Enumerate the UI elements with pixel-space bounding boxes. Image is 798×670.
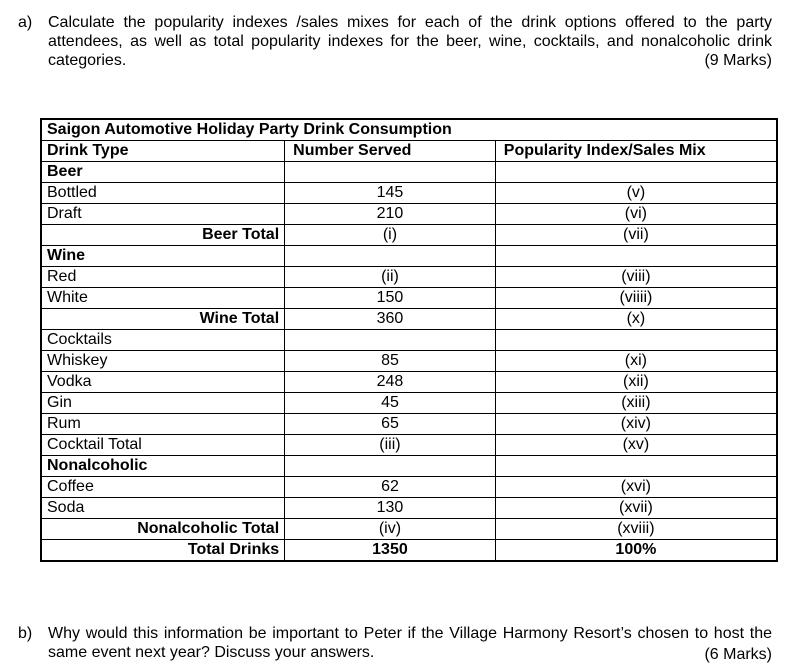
cell-index	[495, 162, 777, 183]
table-title: Saigon Automotive Holiday Party Drink Consumption	[41, 119, 777, 141]
cell-index	[495, 456, 777, 477]
cell-index: (xiv)	[495, 414, 777, 435]
table-row	[41, 267, 777, 288]
cell-served	[285, 246, 496, 267]
table-row	[41, 246, 777, 267]
cell-served: 65	[285, 414, 496, 435]
table-row	[41, 162, 777, 183]
table-row	[41, 225, 777, 246]
category-beer: Beer	[41, 162, 285, 183]
subtotal-beer: Beer Total	[41, 225, 285, 246]
cell-drink-type: Gin	[41, 393, 285, 414]
cell-index	[495, 330, 777, 351]
table-row-total	[41, 540, 777, 562]
table-row	[41, 393, 777, 414]
cell-served	[285, 162, 496, 183]
table-title-row	[41, 119, 777, 141]
table-row	[41, 498, 777, 519]
question-a-letter: a)	[18, 14, 33, 31]
category-wine: Wine	[41, 246, 285, 267]
grand-total-index: 100%	[495, 540, 777, 562]
question-b-marks: (6 Marks)	[704, 646, 772, 663]
subtotal-wine: Wine Total	[41, 309, 285, 330]
cell-served: 62	[285, 477, 496, 498]
cell-index: (xi)	[495, 351, 777, 372]
cell-drink-type: Draft	[41, 204, 285, 225]
header-drink-type: Drink Type	[41, 141, 285, 162]
cell-served: 210	[285, 204, 496, 225]
cell-index: (v)	[495, 183, 777, 204]
cell-drink-type: Rum	[41, 414, 285, 435]
header-number-served: Number Served	[285, 141, 496, 162]
cell-served: (iv)	[285, 519, 496, 540]
cell-served: 130	[285, 498, 496, 519]
cell-drink-type: Soda	[41, 498, 285, 519]
table-row	[41, 477, 777, 498]
category-nonalcoholic: Nonalcoholic	[41, 456, 285, 477]
header-popularity-index: Popularity Index/Sales Mix	[495, 141, 777, 162]
table-row	[41, 288, 777, 309]
cell-served: 45	[285, 393, 496, 414]
drink-consumption-table	[40, 118, 778, 562]
table-row	[41, 183, 777, 204]
table-row	[41, 330, 777, 351]
cell-index: (viiii)	[495, 288, 777, 309]
question-a	[18, 13, 772, 70]
cell-served: (i)	[285, 225, 496, 246]
cell-drink-type: Coffee	[41, 477, 285, 498]
cell-index: (xviii)	[495, 519, 777, 540]
cell-drink-type: Red	[41, 267, 285, 288]
cell-index: (xii)	[495, 372, 777, 393]
cell-index: (x)	[495, 309, 777, 330]
question-b-text: Why would this information be important to Peter if the Village Harmony Resort’s chosen to host the same event next year? Discuss your answers.	[48, 625, 772, 661]
question-b	[18, 624, 772, 664]
cell-served	[285, 330, 496, 351]
cell-index: (xiii)	[495, 393, 777, 414]
table-row	[41, 372, 777, 393]
table-header-row	[41, 141, 777, 162]
cell-index: (vii)	[495, 225, 777, 246]
cell-served: (ii)	[285, 267, 496, 288]
table-row	[41, 456, 777, 477]
question-a-marks: (9 Marks)	[704, 52, 772, 69]
cell-index: (vi)	[495, 204, 777, 225]
grand-total-label: Total Drinks	[41, 540, 285, 562]
question-b-letter: b)	[18, 625, 33, 642]
cell-served: 145	[285, 183, 496, 204]
cell-index: (viii)	[495, 267, 777, 288]
cell-drink-type: Whiskey	[41, 351, 285, 372]
cell-served: 150	[285, 288, 496, 309]
cell-served: 85	[285, 351, 496, 372]
table-row	[41, 435, 777, 456]
table-row	[41, 309, 777, 330]
cell-served: 360	[285, 309, 496, 330]
cell-served: (iii)	[285, 435, 496, 456]
cell-index: (xv)	[495, 435, 777, 456]
table-row	[41, 204, 777, 225]
question-a-text: Calculate the popularity indexes /sales mixes for each of the drink options offered to the party attendees, as well as total popularity indexes for the beer, wine, cocktails, and nonalcoholic drink categories.	[48, 14, 772, 69]
cell-index: (xvii)	[495, 498, 777, 519]
subtotal-cocktail: Cocktail Total	[41, 435, 285, 456]
cell-drink-type: Bottled	[41, 183, 285, 204]
table-row	[41, 414, 777, 435]
table-row	[41, 519, 777, 540]
category-cocktails: Cocktails	[41, 330, 285, 351]
grand-total-served: 1350	[285, 540, 496, 562]
cell-served: 248	[285, 372, 496, 393]
subtotal-nonalcoholic: Nonalcoholic Total	[41, 519, 285, 540]
cell-index	[495, 246, 777, 267]
cell-drink-type: Vodka	[41, 372, 285, 393]
table-row	[41, 351, 777, 372]
cell-drink-type: White	[41, 288, 285, 309]
cell-served	[285, 456, 496, 477]
cell-index: (xvi)	[495, 477, 777, 498]
